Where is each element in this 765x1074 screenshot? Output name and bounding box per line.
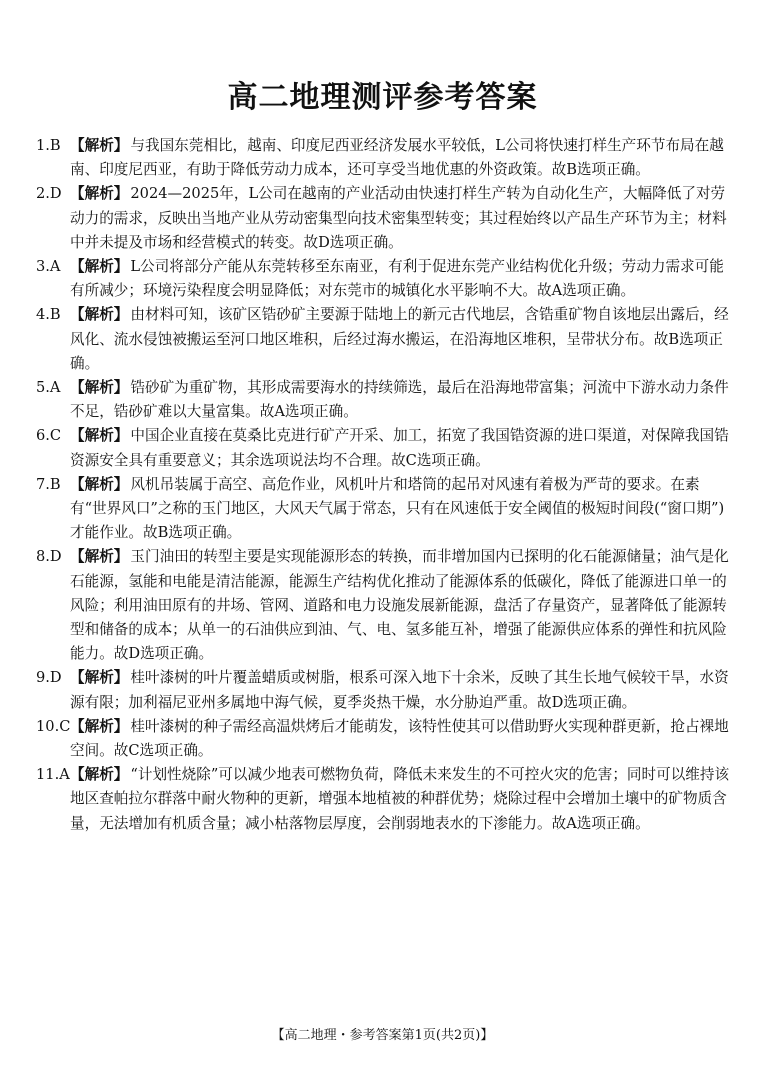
answer-item [36, 545, 734, 666]
answer-number: 8.D [36, 548, 62, 566]
answer-number: 4.B [36, 306, 61, 324]
answer-item [36, 763, 734, 836]
answer-explanation: “计划性烧除”可以减少地表可燃物负荷，降低未来发生的不可控火灾的危害；同时可以维持该地区查帕拉尔群落中耐火物种的更新，增强本地植被的种群优势；烧除过程中会增加土壤中的矿物质含量，无法增加有机质含量；减小枯落物层厚度，会削弱地表水的下渗能力。故A选项正确。 [70, 766, 730, 832]
answer-item [36, 134, 734, 182]
answer-item [36, 182, 734, 255]
answer-explanation: 2024—2025年，L公司在越南的产业活动由快速打样生产转为自动化生产，大幅降低了对劳动力的需求，反映出当地产业从劳动密集型向技术密集型转变；其过程始终以产品生产环节为主；材料中并未提及市场和经营模式的转变。故D选项正确。 [70, 185, 727, 251]
analysis-tag: 【解析】 [70, 475, 129, 493]
answer-explanation: 中国企业直接在莫桑比克进行矿产开采、加工，拓宽了我国锆资源的进口渠道，对保障我国锆资源安全具有重要意义；其余选项说法均不合理。故C选项正确。 [70, 427, 729, 469]
answer-list [36, 134, 734, 836]
analysis-tag: 【解析】 [70, 185, 129, 203]
analysis-tag: 【解析】 [70, 306, 129, 324]
answer-explanation: 玉门油田的转型主要是实现能源形态的转换，而非增加国内已探明的化石能源储量；油气是化石能源，氢能和电能是清洁能源，能源生产结构优化推动了能源体系的低碳化，降低了能源进口单一的风险；利用油田原有的井场、管网、道路和电力设施发展新能源，盘活了存量资产，显著降低了能源转型和储备的成本；从单一的石油供应到油、气、电、氢多能互补，增强了能源供应体系的弹性和抗风险能力。故D选项正确。 [70, 548, 729, 663]
answer-explanation: 桂叶漆树的叶片覆盖蜡质或树脂，根系可深入地下十余米，反映了其生长地气候较干旱，水资源有限；加利福尼亚州多属地中海气候，夏季炎热干燥，水分胁迫严重。故D选项正确。 [70, 669, 729, 711]
page-footer: 【高二地理・参考答案第1页(共2页)】 [271, 1028, 494, 1043]
analysis-tag: 【解析】 [70, 717, 129, 735]
answer-explanation: L公司将部分产能从东莞转移至东南亚，有利于促进东莞产业结构优化升级；劳动力需求可能有所减少；环境污染程度会明显降低；对东莞市的城镇化水平影响不大。故A选项正确。 [70, 258, 724, 300]
answer-item [36, 424, 734, 472]
answer-item [36, 715, 734, 763]
analysis-tag: 【解析】 [70, 669, 129, 687]
answer-explanation: 锆砂矿为重矿物，其形成需要海水的持续筛选，最后在沿海地带富集；河流中下游水动力条件不足，锆砂矿难以大量富集。故A选项正确。 [70, 379, 729, 421]
answer-item [36, 255, 734, 303]
analysis-tag: 【解析】 [70, 379, 129, 397]
answer-explanation: 由材料可知，该矿区锆砂矿主要源于陆地上的新元古代地层，含锆重矿物自该地层出露后，经风化、流水侵蚀被搬运至河口地区堆积，后经过海水搬运，在沿海地区堆积，呈带状分布。故B选项正确。 [70, 306, 729, 372]
answer-item [36, 376, 734, 424]
answer-item [36, 473, 734, 546]
analysis-tag: 【解析】 [70, 427, 129, 445]
answer-number: 1.B [36, 137, 61, 154]
answer-explanation: 桂叶漆树的种子需经高温烘烤后才能萌发，该特性使其可以借助野火实现种群更新，抢占裸地空间。故C选项正确。 [70, 717, 729, 760]
answer-explanation: 与我国东莞相比，越南、印度尼西亚经济发展水平较低，L公司将快速打样生产环节布局在越南、印度尼西亚，有助于降低劳动力成本，还可享受当地优惠的外资政策。故B选项正确。 [70, 137, 724, 179]
analysis-tag: 【解析】 [70, 548, 129, 566]
answer-number: 9.D [36, 669, 62, 687]
answer-number: 7.B [36, 475, 61, 493]
answer-item [36, 303, 734, 376]
analysis-tag: 【解析】 [70, 766, 129, 784]
answer-item [36, 666, 734, 714]
page-title: 高二地理测评参考答案 [227, 80, 538, 115]
answer-number: 5.A [36, 379, 61, 397]
analysis-tag: 【解析】 [70, 137, 129, 154]
answer-number: 11.A [36, 766, 70, 784]
answer-number: 2.D [36, 185, 62, 203]
analysis-tag: 【解析】 [70, 258, 129, 276]
answer-number: 10.C [36, 717, 71, 735]
answer-explanation: 风机吊装属于高空、高危作业，风机叶片和塔筒的起吊对风速有着极为严苛的要求。在素有“世界风口”之称的玉门地区，大风天气属于常态，只有在风速低于安全阈值的极短时间段(“窗口期”)才能作业。故B选项正确。 [70, 475, 725, 542]
answer-number: 3.A [36, 258, 61, 276]
answer-number: 6.C [36, 427, 62, 445]
